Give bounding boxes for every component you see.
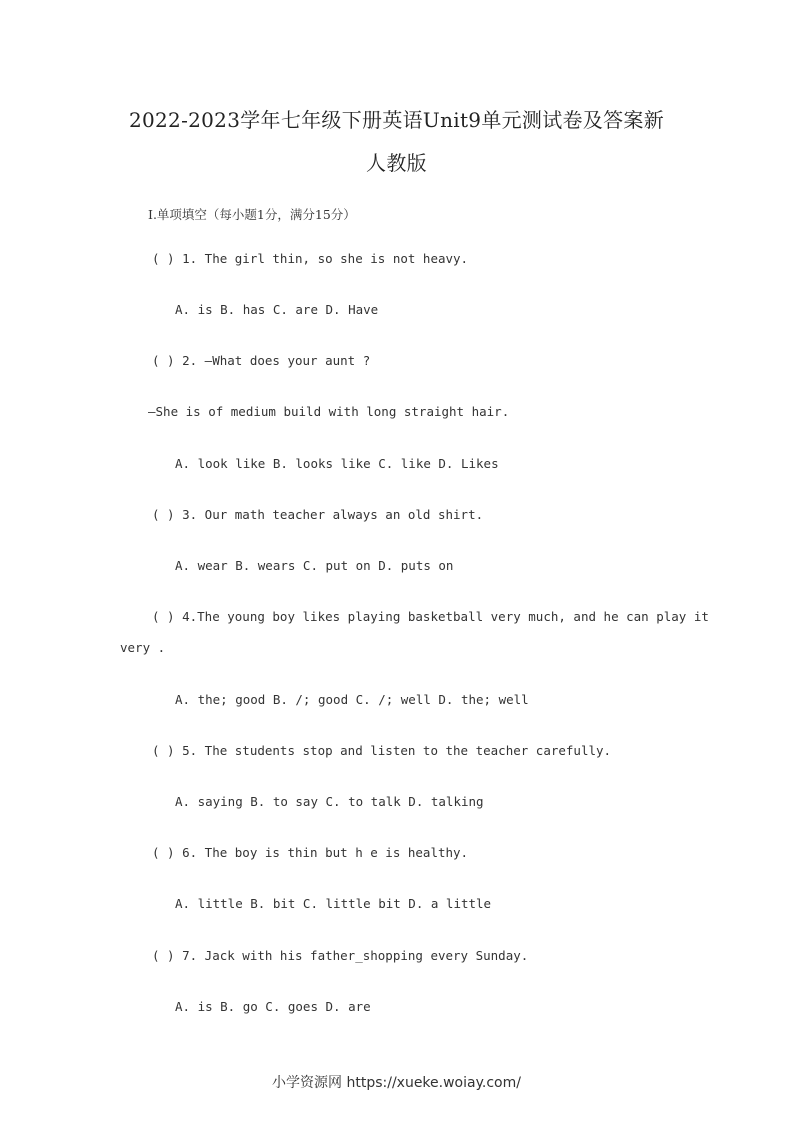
question-4-options: A. the; good B. /; good C. /; well D. the; well bbox=[175, 692, 529, 707]
question-5-stem: ( ) 5. The students stop and listen to the teacher carefully. bbox=[152, 743, 612, 758]
document-title-line2: 人教版 bbox=[366, 151, 427, 175]
question-2-continuation: —She is of medium build with long straight hair. bbox=[148, 404, 510, 419]
question-7-options: A. is B. go C. goes D. are bbox=[175, 999, 371, 1014]
question-4-stem: ( ) 4.The young boy likes playing basketball very much, and he can play it bbox=[152, 609, 709, 624]
question-2-options: A. look like B. looks like C. like D. Likes bbox=[175, 456, 499, 471]
document-title-line1: 2022-2023学年七年级下册英语Unit9单元测试卷及答案新 bbox=[128, 108, 665, 132]
question-4-wrap: very . bbox=[120, 640, 166, 655]
section-heading: I.单项填空（每小题1分，满分15分） bbox=[148, 207, 356, 222]
question-2-stem: ( ) 2. —What does your aunt ? bbox=[152, 353, 371, 368]
footer-source-link[interactable]: 小学资源网 https://xueke.woiay.com/ bbox=[272, 1075, 521, 1091]
question-5-options: A. saying B. to say C. to talk D. talking bbox=[175, 794, 484, 809]
question-1-options: A. is B. has C. are D. Have bbox=[175, 302, 379, 317]
question-1-stem: ( ) 1. The girl thin, so she is not heavy. bbox=[152, 251, 469, 266]
question-7-stem: ( ) 7. Jack with his father_shopping every Sunday. bbox=[152, 948, 529, 963]
question-6-options: A. little B. bit C. little bit D. a little bbox=[175, 896, 492, 911]
question-6-stem: ( ) 6. The boy is thin but h e is healthy. bbox=[152, 845, 469, 860]
question-3-options: A. wear B. wears C. put on D. puts on bbox=[175, 558, 454, 573]
question-3-stem: ( ) 3. Our math teacher always an old shirt. bbox=[152, 507, 484, 522]
